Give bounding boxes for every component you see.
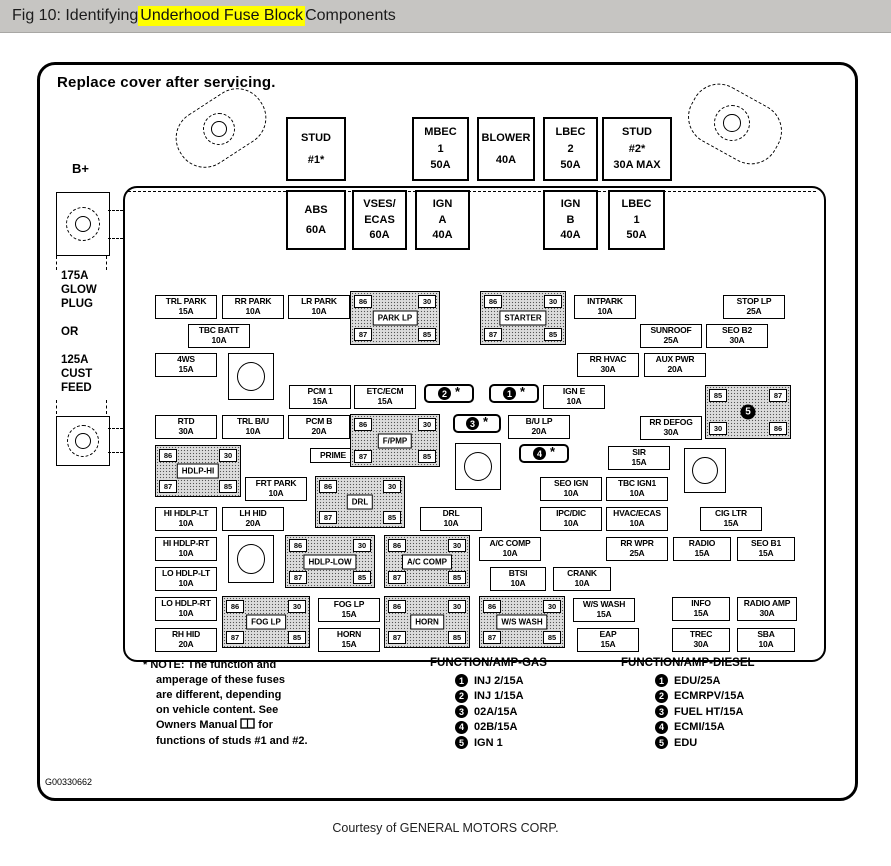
fuse-ign-e: IGN E 10A xyxy=(543,385,605,409)
fuse-lo-hdlp-lt: LO HDLP-LT 10A xyxy=(155,567,217,591)
fuse-radio: RADIO 15A xyxy=(673,537,731,561)
asterisk: * xyxy=(519,384,526,399)
relay-socket xyxy=(455,443,501,490)
replace-cover-text: Replace cover after servicing. xyxy=(57,74,276,91)
numbered-circle: 3 xyxy=(655,705,668,718)
fuse-rr-wpr: RR WPR 25A xyxy=(606,537,668,561)
legend-item: 2 ECMRPV/15A xyxy=(621,690,755,703)
legend-item: 3 02A/15A xyxy=(430,705,547,718)
fuse-sir: SIR 15A xyxy=(608,446,670,470)
relay-pin: 86 xyxy=(354,295,372,308)
fuse-hi-hdlp-rt: HI HDLP-RT 10A xyxy=(155,537,217,561)
relay-pin: 30 xyxy=(418,295,436,308)
maxi-fuse-abs-60a: ABS 60A xyxy=(286,190,346,250)
relay-pin: 30 xyxy=(543,600,561,613)
relay-pin: 85 xyxy=(448,571,466,584)
relay-pin: 87 xyxy=(354,450,372,463)
fuse-4ws: 4WS 15A xyxy=(155,353,217,377)
legend-diesel-title: FUNCTION/AMP-DIESEL xyxy=(621,657,755,669)
socket-circle-icon xyxy=(464,452,492,481)
relay-pin: 85 xyxy=(709,389,727,402)
fuse-trl-b-u: TRL B/U 10A xyxy=(222,415,284,439)
fuse-radio-amp: RADIO AMP 30A xyxy=(737,597,797,621)
fuse-frt-park: FRT PARK 10A xyxy=(245,477,307,501)
feed-label: 175A GLOW PLUG OR 125A CUST FEED xyxy=(61,270,97,394)
maxi-fuse-ign-b-40a: IGN B 40A xyxy=(543,190,598,250)
fuse-sba: SBA 10A xyxy=(737,628,795,652)
relay-pin: 85 xyxy=(544,328,562,341)
asterisk: * xyxy=(454,384,461,399)
relay-pin: 87 xyxy=(484,328,502,341)
relay-socket xyxy=(228,535,274,583)
fuse-rr-park: RR PARK 10A xyxy=(222,295,284,319)
socket-circle-icon xyxy=(692,457,718,485)
relay-pin: 86 xyxy=(483,600,501,613)
relay-pin: 87 xyxy=(354,328,372,341)
relay-pin: 30 xyxy=(418,418,436,431)
numbered-circle: 5 xyxy=(741,405,756,420)
legend-item: 5 EDU xyxy=(621,736,755,749)
fuse-rtd: RTD 30A xyxy=(155,415,217,439)
fuse-intpark: INTPARK 10A xyxy=(574,295,636,319)
numbered-circle: 4 xyxy=(655,721,668,734)
relay-pin: 86 xyxy=(289,539,307,552)
fuse-rr-hvac: RR HVAC 30A xyxy=(577,353,639,377)
legend-diesel xyxy=(621,657,755,752)
relay-pin: 85 xyxy=(543,631,561,644)
relay-pin: 86 xyxy=(159,449,177,462)
legend-item: 2 INJ 1/15A xyxy=(430,690,547,703)
maxi-fuse-ign-a-40a: IGN A 40A xyxy=(415,190,470,250)
legend-item: 1 EDU/25A xyxy=(621,674,755,687)
numbered-circle: 1 xyxy=(655,674,668,687)
relay-park-lp: 86 30 87 85 PARK LP xyxy=(350,291,440,345)
asterisk: * xyxy=(482,414,489,429)
legend-gas-items xyxy=(430,674,547,749)
relay-pin: 30 xyxy=(383,480,401,493)
numbered-circle: 5 xyxy=(655,736,668,749)
maxi-fuse-vses-ecas-60a: VSES/ ECAS 60A xyxy=(352,190,407,250)
relay-pin: 30 xyxy=(448,600,466,613)
relay-pin: 87 xyxy=(388,571,406,584)
fuse-etc-ecm: ETC/ECM 15A xyxy=(354,385,416,409)
relay-pin: 86 xyxy=(319,480,337,493)
legend-item: 3 FUEL HT/15A xyxy=(621,705,755,718)
fuse-position-marker-2 xyxy=(424,384,474,403)
note-text-line: on vehicle content. See xyxy=(156,704,279,716)
fuse-position-marker-1 xyxy=(489,384,539,403)
relay-fog-lp: 86 30 87 85 FOG LP xyxy=(222,596,310,648)
relay-pin: 87 xyxy=(483,631,501,644)
maxi-fuse-lbec-1-50a: LBEC 1 50A xyxy=(608,190,665,250)
bplus-label: B+ xyxy=(72,161,89,176)
note-last-line: functions of studs #1 and #2. xyxy=(156,735,308,747)
fuse-seo-b1: SEO B1 15A xyxy=(737,537,795,561)
relay-pin: 87 xyxy=(319,511,337,524)
asterisk: * xyxy=(549,444,556,459)
fuse-rr-defog: RR DEFOG 30A xyxy=(640,416,702,440)
relay-drl: 86 30 87 85 DRL xyxy=(315,476,405,528)
relay-pin: 86 xyxy=(484,295,502,308)
numbered-circle: 4 xyxy=(533,447,546,460)
fuse-tbc-batt: TBC BATT 10A xyxy=(188,324,250,348)
relay-pin: 86 xyxy=(354,418,372,431)
relay-pin: 85 xyxy=(418,450,436,463)
legend-item: 5 IGN 1 xyxy=(430,736,547,749)
fuse-trl-park: TRL PARK 15A xyxy=(155,295,217,319)
fuse-a-c-comp: A/C COMP 10A xyxy=(479,537,541,561)
fuse-lo-hdlp-rt: LO HDLP-RT 10A xyxy=(155,597,217,621)
fuse-hi-hdlp-lt: HI HDLP-LT 10A xyxy=(155,507,217,531)
fuse-aux-pwr: AUX PWR 20A xyxy=(644,353,706,377)
relay-pin: 86 xyxy=(388,600,406,613)
fuse-position-marker-3 xyxy=(453,414,501,433)
fuse-seo-b2: SEO B2 30A xyxy=(706,324,768,348)
fuse-ipc-dic: IPC/DIC 10A xyxy=(540,507,602,531)
maxi-fuse-stud-1: STUD #1* xyxy=(286,117,346,181)
fuse-crank: CRANK 10A xyxy=(553,567,611,591)
numbered-circle: 5 xyxy=(455,736,468,749)
relay-pin: 86 xyxy=(769,422,787,435)
fuse-rh-hid: RH HID 20A xyxy=(155,628,217,652)
numbered-circle: 3 xyxy=(455,705,468,718)
relay-pin: 85 xyxy=(383,511,401,524)
relay-pin: 86 xyxy=(388,539,406,552)
fuse-sunroof: SUNROOF 25A xyxy=(640,324,702,348)
relay-pin: 87 xyxy=(289,571,307,584)
fuse-info: INFO 15A xyxy=(672,597,730,621)
fuse-seo-ign: SEO IGN 10A xyxy=(540,477,602,501)
numbered-circle: 2 xyxy=(438,387,451,400)
numbered-circle: 1 xyxy=(503,387,516,400)
relay-pin: 30 xyxy=(448,539,466,552)
note-text-line: are different, depending xyxy=(156,689,282,701)
maxi-fuse-mbec-1-50a: MBEC 1 50A xyxy=(412,117,469,181)
note-manual-line xyxy=(143,718,358,734)
relay-pin: 87 xyxy=(769,389,787,402)
figure-title-highlight: Underhood Fuse Block xyxy=(140,7,304,24)
fuse-drl: DRL 10A xyxy=(420,507,482,531)
relay-pin: 85 xyxy=(353,571,371,584)
maxi-fuse-blower-40a: BLOWER 40A xyxy=(477,117,535,181)
relay-pin: 30 xyxy=(353,539,371,552)
fuse-lr-park: LR PARK 10A xyxy=(288,295,350,319)
legend-diesel-items xyxy=(621,674,755,749)
legend-gas xyxy=(430,657,547,752)
figure-code: G00330662 xyxy=(45,777,93,787)
legend-gas-title: FUNCTION/AMP-GAS xyxy=(430,657,547,669)
socket-circle-icon xyxy=(237,544,265,574)
owners-manual-book-icon xyxy=(240,718,255,734)
relay-pin: 30 xyxy=(544,295,562,308)
numbered-circle: 2 xyxy=(655,690,668,703)
relay-pin: 85 xyxy=(448,631,466,644)
legend-item: 1 INJ 2/15A xyxy=(430,674,547,687)
figure-title-prefix: Fig 10: Identifying xyxy=(12,7,139,24)
fuse-b-u-lp: B/U LP 20A xyxy=(508,415,570,439)
note-block xyxy=(143,658,358,749)
numbered-circle: 2 xyxy=(455,690,468,703)
fuse-stop-lp: STOP LP 25A xyxy=(723,295,785,319)
relay-socket xyxy=(228,353,274,400)
fuse-cig-ltr: CIG LTR 15A xyxy=(700,507,762,531)
fuse-btsi: BTSI 10A xyxy=(490,567,546,591)
fuse-w-s-wash: W/S WASH 15A xyxy=(573,598,635,622)
relay-pin: 85 xyxy=(219,480,237,493)
numbered-circle: 1 xyxy=(455,674,468,687)
courtesy-line: Courtesy of GENERAL MOTORS CORP. xyxy=(332,821,559,835)
maxi-fuse-stud-2-30a-max: STUD #2* 30A MAX xyxy=(602,117,672,181)
fuse-prime: PRIME xyxy=(310,448,356,463)
relay-pin: 30 xyxy=(709,422,727,435)
fuse-hvac-ecas: HVAC/ECAS 10A xyxy=(606,507,668,531)
maxi-fuse-lbec-2-50a: LBEC 2 50A xyxy=(543,117,598,181)
relay-pin: 87 xyxy=(226,631,244,644)
relay-w-s-wash: 86 30 87 85 W/S WASH xyxy=(479,596,565,648)
relay-hdlp-hi: 86 30 87 85 HDLP-HI xyxy=(155,445,241,497)
note-manual-post: for xyxy=(258,719,273,731)
relay-socket xyxy=(684,448,726,493)
fuse-position-marker-4 xyxy=(519,444,569,463)
relay-pin: 86 xyxy=(226,600,244,613)
figure-title-suffix: Components xyxy=(305,7,396,24)
fuse-eap: EAP 15A xyxy=(577,628,639,652)
relay-position-5 xyxy=(705,385,791,439)
fuse-fog-lp: FOG LP 15A xyxy=(318,598,380,622)
relay-starter: 86 30 87 85 STARTER xyxy=(480,291,566,345)
fuse-pcm-b: PCM B 20A xyxy=(288,415,350,439)
fuse-tbc-ign1: TBC IGN1 10A xyxy=(606,477,668,501)
note-manual-pre: Owners Manual xyxy=(156,719,238,731)
relay-pin: 30 xyxy=(219,449,237,462)
relay-pin: 87 xyxy=(388,631,406,644)
socket-circle-icon xyxy=(237,362,265,391)
relay-pin: 87 xyxy=(159,480,177,493)
note-lines xyxy=(143,658,358,718)
fuse-pcm-1: PCM 1 15A xyxy=(289,385,351,409)
relay-horn: 86 30 87 85 HORN xyxy=(384,596,470,648)
relay-pin: 85 xyxy=(418,328,436,341)
relay-hdlp-low: 86 30 87 85 HDLP-LOW xyxy=(285,535,375,588)
relay-pin: 85 xyxy=(288,631,306,644)
numbered-circle: 4 xyxy=(455,721,468,734)
fuse-horn: HORN 15A xyxy=(318,628,380,652)
numbered-circle: 3 xyxy=(466,417,479,430)
legend-item: 4 ECMI/15A xyxy=(621,721,755,734)
relay-pin: 30 xyxy=(288,600,306,613)
note-text-line: * NOTE: The function and xyxy=(143,659,277,671)
relay-f-pmp: 86 30 87 85 F/PMP xyxy=(350,414,440,467)
relay-a-c-comp: 86 30 87 85 A/C COMP xyxy=(384,535,470,588)
fuse-lh-hid: LH HID 20A xyxy=(222,507,284,531)
fuse-trec: TREC 30A xyxy=(672,628,730,652)
legend-item: 4 02B/15A xyxy=(430,721,547,734)
note-text-line: amperage of these fuses xyxy=(156,674,285,686)
